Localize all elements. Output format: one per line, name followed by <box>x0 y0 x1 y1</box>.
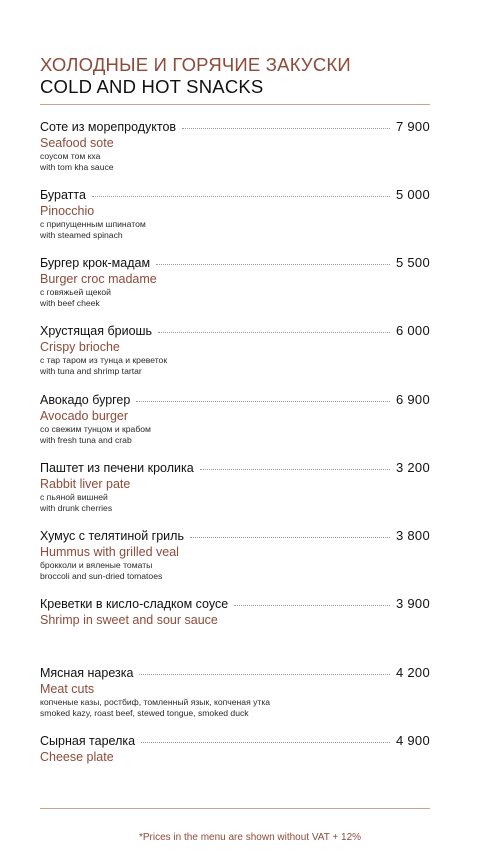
menu-item-row <box>40 255 430 272</box>
item-name-en: Rabbit liver pate <box>40 477 131 491</box>
item-name-ru: Паштет из печени кролика <box>40 461 194 475</box>
item-price: 6 900 <box>395 392 430 407</box>
menu-item-row <box>40 528 430 545</box>
item-price: 5 500 <box>395 255 430 270</box>
item-name-en: Burger croc madame <box>40 272 157 286</box>
footer-divider <box>40 808 430 809</box>
item-name-ru: Хумус с телятиной гриль <box>40 529 184 543</box>
menu-item <box>40 392 430 445</box>
item-desc-ru: с пьяной вишней <box>40 492 108 502</box>
item-desc-en: with fresh tuna and crab <box>40 434 132 445</box>
item-desc-en: with beef cheek <box>40 297 100 308</box>
item-price: 7 900 <box>395 119 430 134</box>
dot-leader <box>200 468 390 470</box>
dot-leader <box>92 195 390 197</box>
item-desc-ru: с говяжьей щекой <box>40 287 111 297</box>
menu-item-row <box>40 323 430 340</box>
menu-item <box>40 187 430 240</box>
menu-item-row <box>40 392 430 409</box>
menu-item <box>40 665 430 718</box>
item-name-ru: Сырная тарелка <box>40 734 136 748</box>
item-desc-ru: брокколи и вяленые томаты <box>40 560 153 570</box>
item-desc-en: with steamed spinach <box>40 229 123 240</box>
item-desc-ru: с тар таром из тунца и креветок <box>40 355 168 365</box>
section-title-en: COLD AND HOT SNACKS <box>40 76 264 97</box>
item-price: 6 000 <box>395 323 430 338</box>
menu-item-row <box>40 187 430 204</box>
item-desc-ru: с припущенным шпинатом <box>40 219 146 229</box>
menu-item <box>40 255 430 308</box>
item-name-en: Pinocchio <box>40 204 95 218</box>
menu-item <box>40 323 430 376</box>
dot-leader <box>182 127 390 129</box>
item-name-ru: Авокадо бургер <box>40 393 131 407</box>
item-price: 3 200 <box>395 460 430 475</box>
menu-item-row <box>40 733 430 750</box>
item-name-ru: Бургер крок-мадам <box>40 256 151 270</box>
item-desc-en: with tom kha sauce <box>40 161 114 172</box>
item-price: 4 900 <box>395 733 430 748</box>
item-name-ru: Мясная нарезка <box>40 666 134 680</box>
dot-leader <box>136 400 390 402</box>
header-divider <box>40 104 430 105</box>
menu-item <box>40 460 430 513</box>
item-desc-en: with tuna and shrimp tartar <box>40 365 142 376</box>
item-name-en: Meat cuts <box>40 682 95 696</box>
menu-item-row <box>40 665 430 682</box>
item-name-en: Hummus with grilled veal <box>40 545 179 559</box>
item-name-ru: Буратта <box>40 188 86 202</box>
dot-leader <box>158 331 390 333</box>
item-price: 3 900 <box>395 596 430 611</box>
item-name-ru: Соте из морепродуктов <box>40 120 177 134</box>
item-name-en: Seafood sote <box>40 136 114 150</box>
item-desc-ru: копченые казы, ростбиф, томленный язык, копченая утка <box>40 697 271 707</box>
item-desc-en: smoked kazy, roast beef, stewed tongue, smoked duck <box>40 707 249 718</box>
item-desc-ru: соусом том кха <box>40 151 101 161</box>
item-name-ru: Креветки в кисло-сладком соусе <box>40 597 229 611</box>
menu-item <box>40 596 430 628</box>
menu-item <box>40 119 430 172</box>
item-desc-en: with drunk cherries <box>40 502 113 513</box>
dot-leader <box>141 741 390 743</box>
dot-leader <box>156 263 390 265</box>
item-desc-en: broccoli and sun-dried tomatoes <box>40 570 163 581</box>
menu-item-row <box>40 460 430 477</box>
item-desc-ru: со свежим тунцом и крабом <box>40 424 151 434</box>
section-title-ru: ХОЛОДНЫЕ И ГОРЯЧИЕ ЗАКУСКИ <box>40 54 351 75</box>
item-name-en: Cheese plate <box>40 750 114 764</box>
menu-item <box>40 528 430 581</box>
item-price: 4 200 <box>395 665 430 680</box>
menu-item-row <box>40 596 430 613</box>
dot-leader <box>190 536 390 538</box>
item-price: 5 000 <box>395 187 430 202</box>
dot-leader <box>234 604 390 606</box>
item-name-en: Shrimp in sweet and sour sauce <box>40 613 218 627</box>
menu-item <box>40 733 430 765</box>
item-name-en: Crispy brioche <box>40 340 120 354</box>
item-name-en: Avocado burger <box>40 409 129 423</box>
item-price: 3 800 <box>395 528 430 543</box>
item-name-ru: Хрустящая бриошь <box>40 324 153 338</box>
dot-leader <box>139 673 390 675</box>
menu-item-row <box>40 119 430 136</box>
vat-footnote: *Prices in the menu are shown without VAT + 12% <box>139 832 362 843</box>
